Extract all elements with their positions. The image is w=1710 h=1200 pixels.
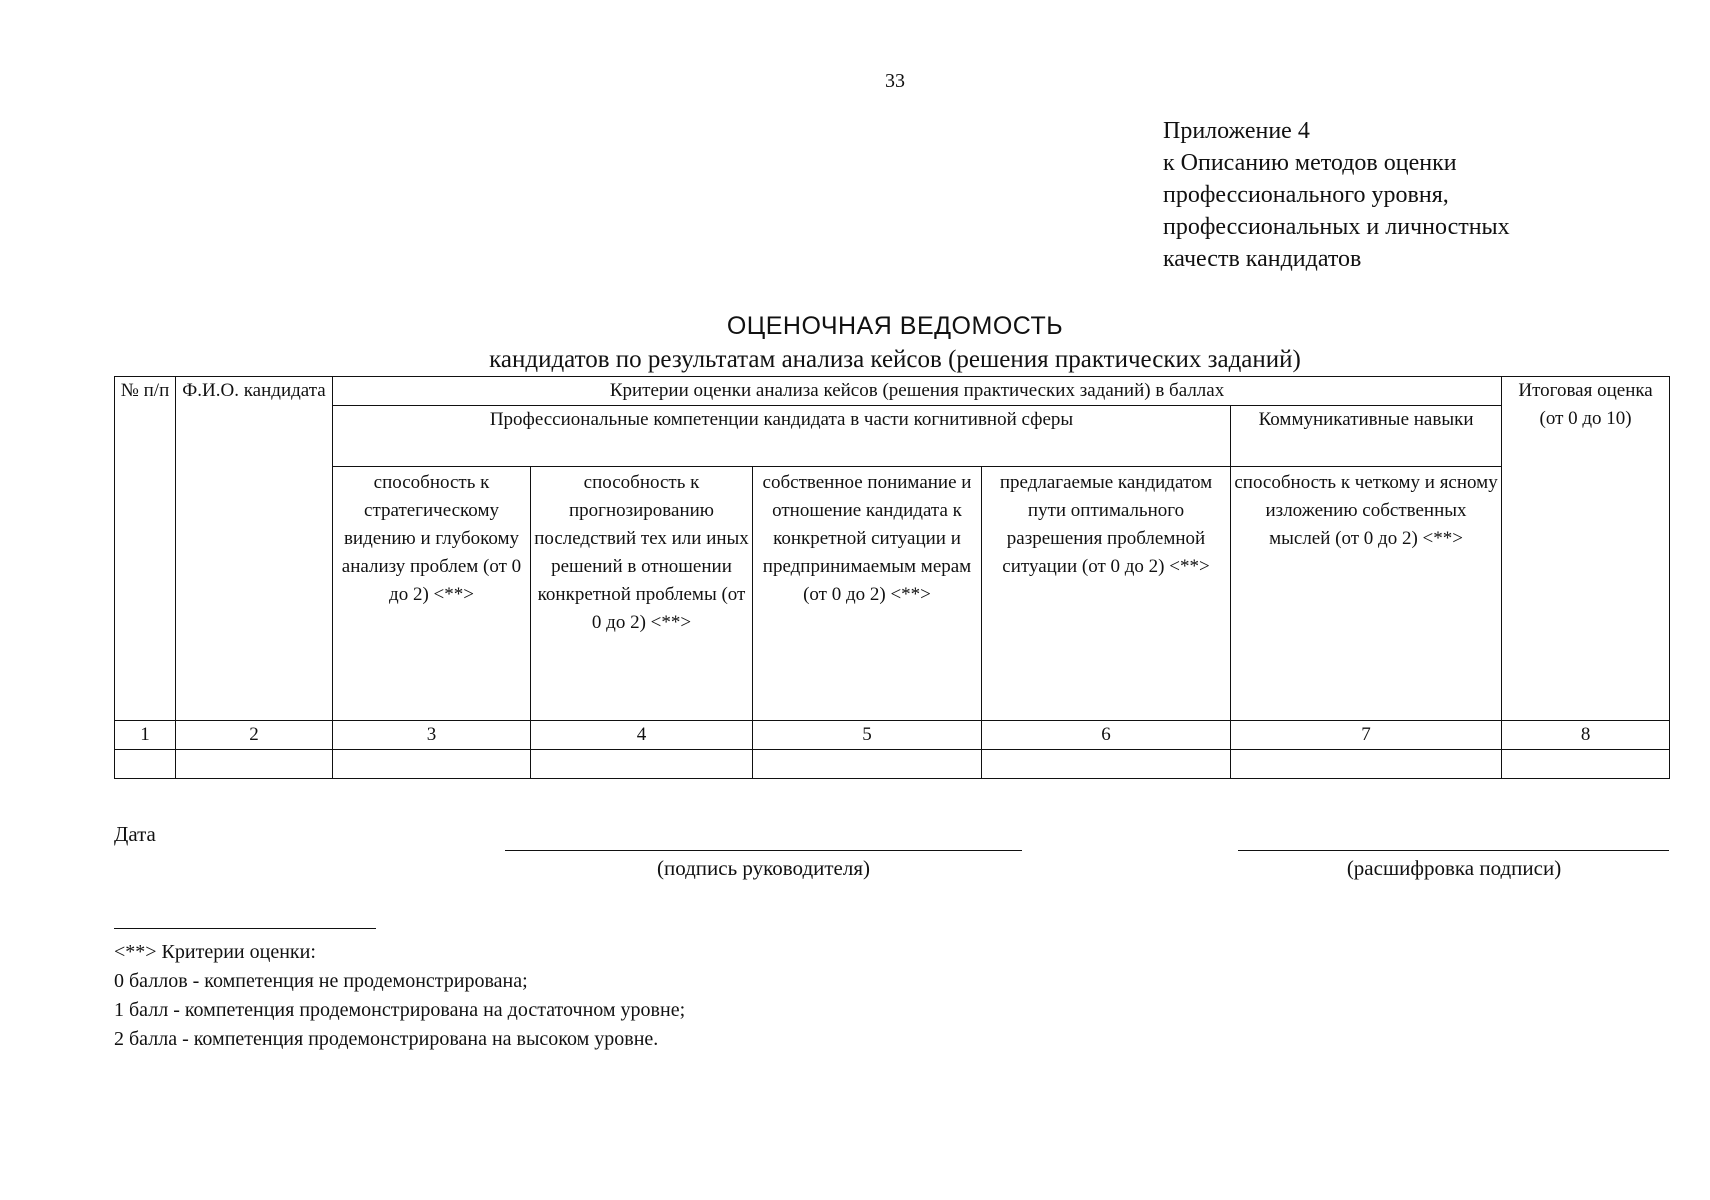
appendix-line: Приложение 4 xyxy=(1163,118,1310,144)
footnote-line: <**> Критерии оценки: xyxy=(114,941,316,963)
footnote-separator xyxy=(114,928,376,929)
entry-cell[interactable] xyxy=(1231,750,1502,779)
decoding-caption: (расшифровка подписи) xyxy=(1346,856,1562,880)
entry-cell[interactable] xyxy=(1502,750,1670,779)
entry-cell[interactable] xyxy=(753,750,982,779)
column-number: 5 xyxy=(753,721,982,750)
appendix-note xyxy=(1163,115,1510,275)
entry-cell[interactable] xyxy=(531,750,753,779)
footnote-line: 1 балл - компетенция продемонстрирована на достаточном уровне; xyxy=(114,999,686,1021)
appendix-line: качеств кандидатов xyxy=(1163,246,1362,272)
footnote-line: 0 баллов - компетенция не продемонстрирована; xyxy=(114,970,528,992)
header-number: № п/п xyxy=(115,377,176,721)
criterion-cell: способность к стратегическому видению и глубокому анализу проблем (от 0 до 2) <**> xyxy=(333,467,531,721)
header-candidate-name: Ф.И.О. кандидата xyxy=(176,377,333,721)
column-number: 2 xyxy=(176,721,333,750)
criterion-cell: предлагаемые кандидатом пути оптимального разрешения проблемной ситуации (от 0 до 2) <**> xyxy=(982,467,1231,721)
column-number-row xyxy=(115,721,1670,750)
entry-cell[interactable] xyxy=(176,750,333,779)
column-number: 8 xyxy=(1502,721,1670,750)
document-subtitle: кандидатов по результатам анализа кейсов (решения практических заданий) xyxy=(489,346,1301,373)
criterion-cell: способность к прогнозированию последствий тех или иных решений в отношении конкретной проблемы (от 0 до 2) <**> xyxy=(531,467,753,721)
entry-cell[interactable] xyxy=(333,750,531,779)
appendix-line: профессионального уровня, xyxy=(1163,182,1449,208)
candidate-entry-row xyxy=(115,750,1670,779)
signature-caption: (подпись руководителя) xyxy=(656,856,870,880)
header-row xyxy=(115,377,1670,406)
page-number: 33 xyxy=(885,70,905,92)
column-number: 7 xyxy=(1231,721,1502,750)
document-title: ОЦЕНОЧНАЯ ВЕДОМОСТЬ xyxy=(726,312,1064,340)
signature-line xyxy=(505,850,1022,851)
header-total-score: Итоговая оценка (от 0 до 10) xyxy=(1502,377,1670,721)
column-number: 3 xyxy=(333,721,531,750)
footnotes xyxy=(114,938,685,1054)
column-number: 4 xyxy=(531,721,753,750)
column-number: 6 xyxy=(982,721,1231,750)
decoding-line xyxy=(1238,850,1669,851)
appendix-line: к Описанию методов оценки xyxy=(1163,150,1457,176)
appendix-line: профессиональных и личностных xyxy=(1163,214,1510,240)
criterion-cell: собственное понимание и отношение кандидата к конкретной ситуации и предпринимаемым мерам (от 0 до 2) <**> xyxy=(753,467,982,721)
header-criteria-group: Критерии оценки анализа кейсов (решения практических заданий) в баллах xyxy=(333,377,1502,406)
evaluation-table xyxy=(114,376,1670,779)
date-label: Дата xyxy=(114,822,156,846)
entry-cell[interactable] xyxy=(982,750,1231,779)
entry-cell[interactable] xyxy=(115,750,176,779)
column-number: 1 xyxy=(115,721,176,750)
header-professional-competencies: Профессиональные компетенции кандидата в части когнитивной сферы xyxy=(333,406,1231,467)
criterion-cell: способность к четкому и ясному изложению собственных мыслей (от 0 до 2) <**> xyxy=(1231,467,1502,721)
criteria-row xyxy=(115,467,1670,721)
footnote-line: 2 балла - компетенция продемонстрирована на высоком уровне. xyxy=(114,1028,659,1050)
header-subgroup-row xyxy=(115,406,1670,467)
header-communication-skills: Коммуникативные навыки xyxy=(1231,406,1502,467)
